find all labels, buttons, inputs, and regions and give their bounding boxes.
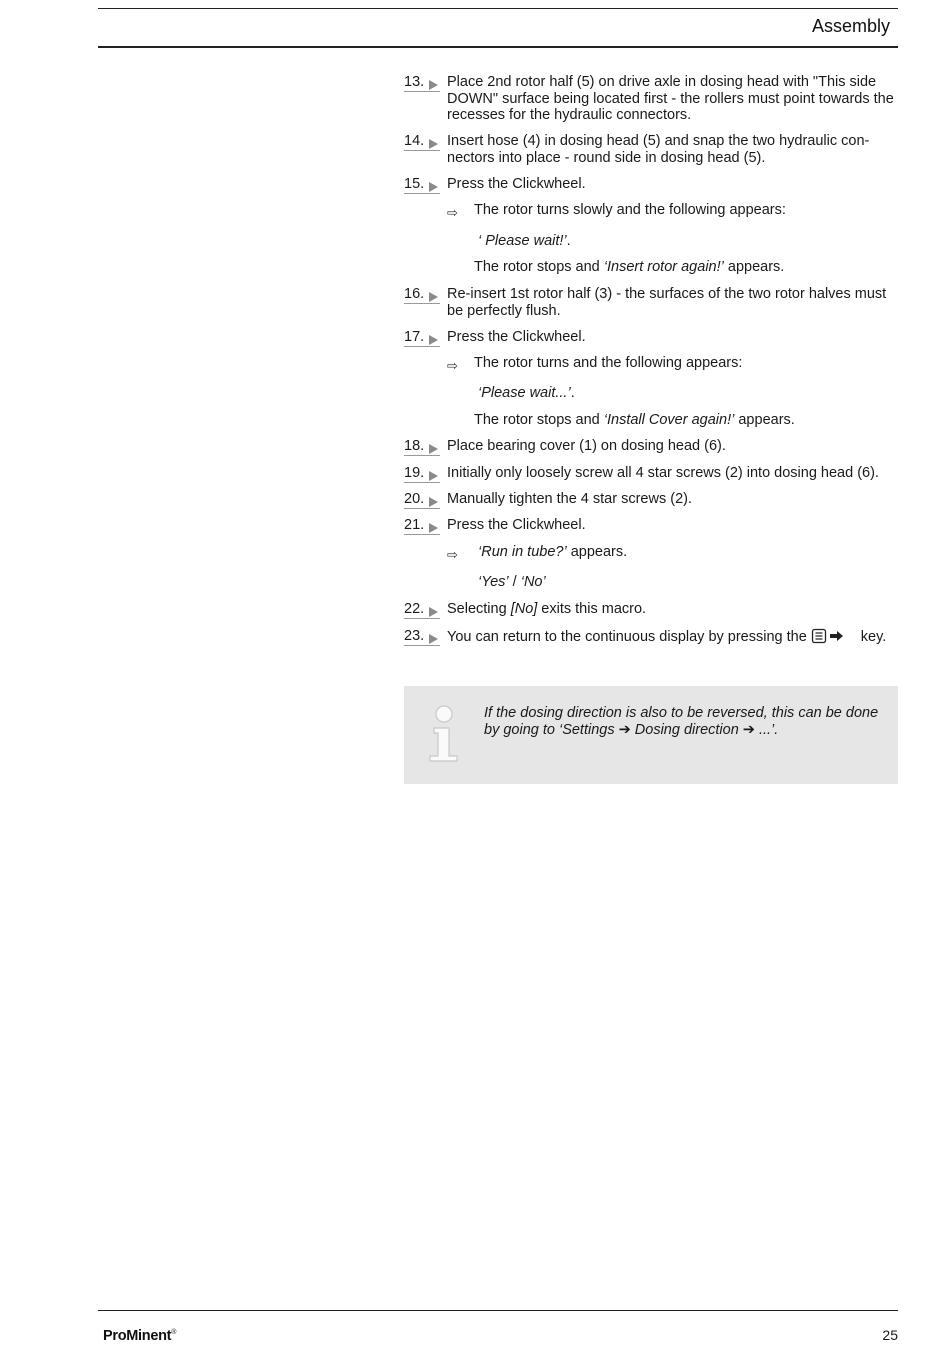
step-text-prefix: Selecting <box>447 601 511 617</box>
result-text: The rotor turns slowly and the following appears: <box>474 202 786 218</box>
triangle-arrow-icon <box>429 634 438 644</box>
option-no: ‘No’ <box>520 574 546 590</box>
display-suffix: . <box>566 233 571 249</box>
step-number: 18. <box>404 439 440 456</box>
header-rule-top <box>98 8 898 9</box>
step-text-suffix: key. <box>860 629 887 645</box>
triangle-arrow-icon <box>429 523 438 533</box>
prominent-logo <box>103 1328 176 1344</box>
step-number: 21. <box>404 518 440 535</box>
step-text: Place bearing cover (1) on dosing head (6). <box>447 438 726 454</box>
step-text: Initially only loosely screw all 4 star screws (2) into dosing head (6). <box>447 465 879 481</box>
follow-prefix: The rotor stops and <box>474 412 604 428</box>
follow-display: ‘Install Cover again!’ <box>603 412 735 428</box>
triangle-arrow-icon <box>429 182 438 192</box>
step-number: 13. <box>404 75 440 92</box>
brand-name: ProMinent <box>103 1328 172 1344</box>
note-text: If the dosing direction is also to be reversed, this can be done by going to ‘Settings ➔ Dosing direction ➔ ...’. <box>484 705 879 738</box>
key-label: [No] <box>510 601 538 617</box>
step-text: Insert hose (4) in dosing head (5) and snap the two hydraulic con- nectors into place - round side in dosing head (5). <box>447 133 870 166</box>
step-number: 16. <box>404 287 440 304</box>
result-display: ‘Run in tube?’ <box>478 544 567 560</box>
brand-mark: ® <box>171 1329 177 1336</box>
follow-display: ‘Insert rotor again!’ <box>603 259 724 275</box>
result-suffix: appears. <box>566 544 628 560</box>
header-rule-bottom <box>98 46 898 48</box>
step-text-prefix: You can return to the continuous display by pressing the <box>447 629 807 645</box>
triangle-arrow-icon <box>429 80 438 90</box>
triangle-arrow-icon <box>429 607 438 617</box>
display-message <box>478 385 575 402</box>
step-number: 14. <box>404 134 440 151</box>
step-text <box>447 601 902 618</box>
display-text: ‘Please wait...’ <box>478 385 571 401</box>
display-text: ‘ Please wait!’ <box>478 233 567 249</box>
step-text: Press the Clickwheel. <box>447 329 586 345</box>
result-arrow-icon: ⇨ <box>447 358 458 373</box>
triangle-arrow-icon <box>429 292 438 302</box>
step-text: Place 2nd rotor half (5) on drive axle in dosing head with "This side DOWN" surface being located first - the rollers must point towards the recesses for the hydraulic connectors. <box>447 74 894 123</box>
result-text: The rotor turns and the following appears: <box>474 355 743 371</box>
menu-key-icon <box>811 628 849 649</box>
page-number: 25 <box>882 1327 898 1343</box>
step-text: Manually tighten the 4 star screws (2). <box>447 491 692 507</box>
triangle-arrow-icon <box>429 444 438 454</box>
triangle-arrow-icon <box>429 139 438 149</box>
follow-prefix: The rotor stops and <box>474 259 604 275</box>
step-text: Re-insert 1st rotor half (3) - the surfaces of the two rotor halves must be perfectly flush. <box>447 286 887 319</box>
display-suffix: . <box>570 385 575 401</box>
step-number: 19. <box>404 466 440 483</box>
display-message <box>478 233 571 250</box>
follow-suffix: appears. <box>734 412 795 428</box>
follow-suffix: appears. <box>723 259 785 275</box>
step-text-suffix: exits this macro. <box>537 601 647 617</box>
step-number: 15. <box>404 177 440 194</box>
triangle-arrow-icon <box>429 471 438 481</box>
step-number: 17. <box>404 330 440 347</box>
info-note <box>404 686 898 784</box>
result-arrow-icon: ⇨ <box>447 547 458 562</box>
option-separator: / <box>508 574 521 590</box>
section-title: Assembly <box>811 16 890 36</box>
triangle-arrow-icon <box>429 497 438 507</box>
options-line <box>478 574 546 591</box>
option-yes: ‘Yes’ <box>478 574 509 590</box>
step-number: 20. <box>404 492 440 509</box>
result-text <box>478 544 627 561</box>
step-text: Press the Clickwheel. <box>447 176 586 192</box>
result-arrow-icon: ⇨ <box>447 205 458 220</box>
triangle-arrow-icon <box>429 335 438 345</box>
step-text <box>447 628 907 649</box>
step-text: Press the Clickwheel. <box>447 517 586 533</box>
footer-rule <box>98 1310 898 1311</box>
follow-line <box>474 412 795 429</box>
info-icon <box>426 704 466 768</box>
step-number: 22. <box>404 602 440 619</box>
step-number: 23. <box>404 629 440 646</box>
follow-line <box>474 259 784 276</box>
